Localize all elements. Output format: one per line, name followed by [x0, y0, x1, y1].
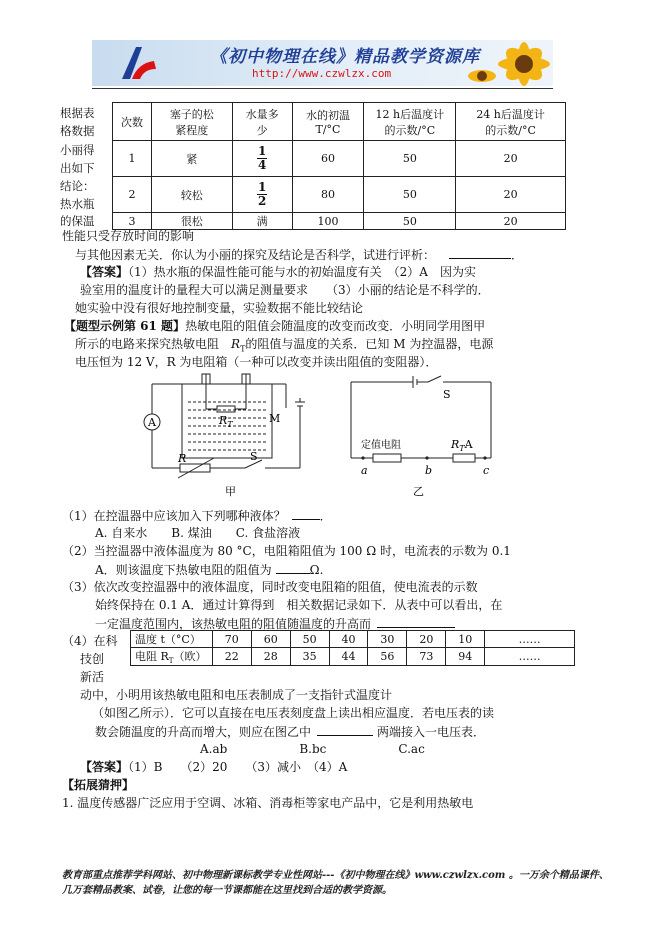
- side-line: 结论：: [60, 179, 95, 193]
- question-4-line: （如图乙所示）．它可以直接在电压表刻度盘上读出相应温度．若电压表的读: [92, 706, 495, 720]
- cell-initial-temp: 100: [292, 213, 364, 230]
- example-line: 电压恒为 12 V，R 为电阻箱（一种可以改变并读出阻值的变阻器）．: [75, 355, 438, 369]
- table-row: [131, 631, 575, 648]
- cell-initial-temp: 80: [292, 177, 364, 213]
- header-cell: 12 h后温度计 的示数/°C: [364, 103, 456, 141]
- header-cell: 塞子的松 紧程度: [151, 103, 232, 141]
- cell-temp-12h: 50: [364, 141, 456, 177]
- point-c-label: c: [483, 464, 490, 477]
- point-b-label: b: [425, 464, 433, 477]
- question-4-options: A.ab B.bc C.ac: [200, 742, 425, 756]
- s-label: S: [250, 450, 258, 463]
- resistance-cell: 73: [407, 648, 446, 666]
- side-line: 的保温: [60, 214, 95, 228]
- r-label: R: [178, 452, 187, 465]
- resistance-cell: 94: [446, 648, 485, 666]
- table-row: [131, 648, 575, 666]
- cell-water: [232, 141, 292, 177]
- site-title: 《初中物理在线》精品教学资源库: [210, 47, 480, 67]
- table-header-row: [113, 103, 566, 141]
- temp-cell: ……: [485, 631, 575, 648]
- point-a-label: a: [361, 464, 368, 477]
- question-4-line: 技创: [80, 652, 105, 666]
- thermos-data-table: [112, 102, 566, 230]
- example-line: 所示的电路来探究热敏电阻 $R_T$的阻值与温度的关系．已知 M 为控温器，电源: [75, 337, 494, 354]
- question-1-options: A. 自来水 B. 煤油 C. 食盐溶液: [95, 526, 301, 540]
- header-cell: 水量多 少: [232, 103, 292, 141]
- temp-cell: 10: [446, 631, 485, 648]
- footer-line: 几万套精品教案、试卷，让您的每一节课都能在这里找到合适的教学资源。: [62, 885, 392, 896]
- answer-line: 【答案】（1）B （2）20 （3）减小 （4）A: [80, 760, 348, 774]
- resistance-cell: 44: [329, 648, 368, 666]
- cell-temp-24h: 20: [456, 213, 566, 230]
- side-line: 根据表: [60, 106, 95, 120]
- conclusion-line: 性能只受存放时间的影响: [62, 229, 195, 243]
- question-1: （1）在控温器中应该加入下列哪种液体？ ．: [62, 506, 332, 525]
- page-footer: [62, 868, 622, 898]
- thermistor-data-table: [130, 630, 575, 666]
- header-cell: 次数: [113, 103, 152, 141]
- temp-cell: 40: [329, 631, 368, 648]
- row-label: 电阻 $R_T$（欧）: [131, 648, 213, 666]
- footer-line: 教育部重点推荐学科网站、初中物理新课标教学专业性网站---《初中物理在线》www.czwlzx.com 。一万余个精品课件、: [62, 870, 609, 881]
- m-label: M: [269, 412, 281, 425]
- fraction: $\frac{1}{2}$: [257, 180, 267, 208]
- resistance-cell: ……: [485, 648, 575, 666]
- row-label: 温度 t（°C）: [131, 631, 213, 648]
- resistance-cell: 22: [212, 648, 251, 666]
- cell-count: 2: [113, 177, 152, 213]
- figure-caption-a: 甲: [225, 485, 236, 497]
- circuit-diagram-a: [140, 372, 325, 497]
- table-row: [113, 177, 566, 213]
- cell-count: 1: [113, 141, 152, 177]
- question-3: （3）依次改变控温器中的液体温度，同时改变电阻箱的阻值，使电流表的示数: [62, 580, 478, 594]
- answer-line: 她实验中没有很好地控制变量，实验数据不能比较结论: [75, 301, 364, 315]
- temp-cell: 20: [407, 631, 446, 648]
- site-url[interactable]: http://www.czwlzx.com: [252, 67, 392, 80]
- cell-temp-12h: 50: [364, 213, 456, 230]
- question-4-line: 新活: [80, 670, 105, 684]
- header-cell: 24 h后温度计 的示数/°C: [456, 103, 566, 141]
- resistance-cell: 35: [290, 648, 329, 666]
- temp-cell: 30: [368, 631, 407, 648]
- side-line: 热水瓶: [60, 197, 95, 211]
- answer-line: 验室用的温度计的量程大可以满足测量要求 （3）小丽的结论是不科学的．: [80, 283, 490, 297]
- resistance-cell: 56: [368, 648, 407, 666]
- answer-blank[interactable]: [276, 560, 310, 574]
- cell-temp-24h: 20: [456, 141, 566, 177]
- answer-blank[interactable]: [292, 506, 320, 520]
- question-line: 与其他因素无关．你认为小丽的探究及结论是否科学，试进行评析： ．: [75, 245, 523, 264]
- circuit-diagram-b: [343, 372, 503, 497]
- cell-tightness: 很松: [151, 213, 232, 230]
- s-label: S: [443, 388, 451, 401]
- cell-temp-24h: 20: [456, 177, 566, 213]
- resistance-cell: 28: [251, 648, 290, 666]
- cell-tightness: 紧: [151, 141, 232, 177]
- cell-temp-12h: 50: [364, 177, 456, 213]
- cell-count: 3: [113, 213, 152, 230]
- question-3-line: 始终保持在 0.1 A．通过计算得到 相关数据记录如下．从表中可以看出，在: [95, 598, 503, 612]
- question-2: （2）当控温器中液体温度为 80 °C，电阻箱阻值为 100 Ω 时，电流表的示数为 0.1: [62, 544, 511, 558]
- cell-tightness: 较松: [151, 177, 232, 213]
- example-title: 【题型示例第 61 题】热敏电阻的阻值会随温度的改变而改变．小明同学用图甲: [64, 319, 486, 333]
- temp-cell: 60: [251, 631, 290, 648]
- answer-blank[interactable]: [317, 722, 373, 736]
- question-4-line: 数会随温度的升高而增大，则应在图乙中 两端接入一电压表．: [95, 722, 485, 741]
- rt-label: $R_TA$: [451, 438, 473, 453]
- header-rule: [92, 88, 553, 89]
- temp-cell: 70: [212, 631, 251, 648]
- question-3-line: 一定温度范围内，该热敏电阻的阻值随温度的升高而: [95, 614, 455, 633]
- rt-label: $R_T$: [219, 414, 233, 429]
- answer-line: 【答案】（1）热水瓶的保温性能可能与水的初始温度有关 （2）A 因为实: [80, 265, 476, 279]
- extension-line: 1. 温度传感器广泛应用于空调、冰箱、消毒柜等家电产品中，它是利用热敏电: [62, 796, 474, 810]
- answer-blank[interactable]: [449, 245, 511, 259]
- table-row: [113, 141, 566, 177]
- fixed-resistor-label: 定值电阻: [361, 440, 401, 451]
- cell-water: [232, 177, 292, 213]
- header-banner: [92, 40, 553, 86]
- temp-cell: 50: [290, 631, 329, 648]
- ammeter-label: A: [148, 416, 156, 429]
- fraction: $\frac{1}{4}$: [257, 144, 267, 172]
- side-line: 出如下: [60, 161, 95, 175]
- answer-blank[interactable]: [377, 614, 455, 628]
- sunflower-icon: [464, 40, 553, 86]
- site-logo-icon: [116, 43, 160, 83]
- question-4: （4）在科: [62, 634, 118, 648]
- cell-initial-temp: 60: [292, 141, 364, 177]
- extension-title: 【拓展猜押】: [62, 778, 135, 792]
- question-2-line: A．则该温度下热敏电阻的阻值为 Ω.: [95, 560, 323, 579]
- cell-water: 满: [232, 213, 292, 230]
- side-line: 小丽得: [60, 143, 95, 157]
- figure-caption-b: 乙: [413, 485, 424, 497]
- question-4-line: 动中，小明用该热敏电阻和电压表制成了一支指针式温度计: [80, 688, 393, 702]
- header-cell: 水的初温 T/°C: [292, 103, 364, 141]
- side-line: 格数据: [60, 124, 95, 138]
